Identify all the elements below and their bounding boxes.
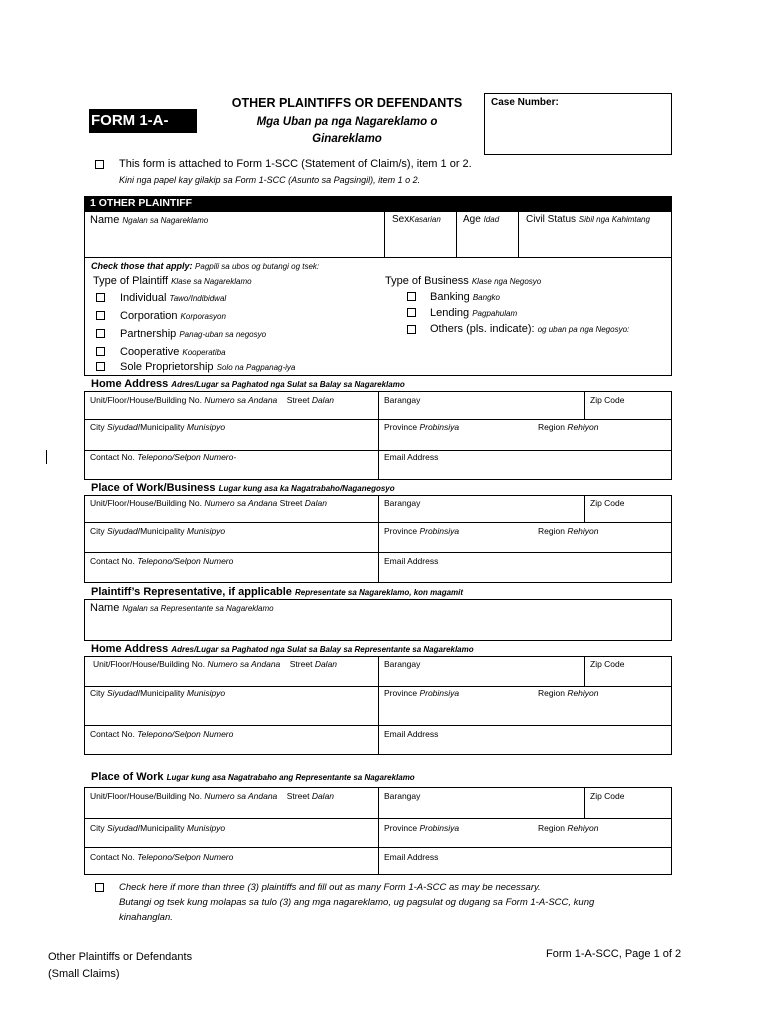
civil-status-field[interactable]: Civil Status Sibil nga Kahimtang	[526, 214, 650, 225]
corporation-label: Corporation Korporasyon	[120, 310, 226, 322]
text-cursor	[46, 450, 47, 464]
plaintiff-name-field[interactable]: Name Ngalan sa Nagareklamo	[90, 214, 209, 226]
form-title: OTHER PLAINTIFFS OR DEFENDANTS	[231, 96, 463, 110]
work-contact-field[interactable]: Contact No. Telepono/Selpon Numero	[90, 556, 234, 566]
attached-text-tl: Kini nga papel kay gilakip sa Form 1-SCC (Asunto sa Pagsingil), item 1 o 2.	[119, 175, 421, 185]
rep-work-unit-field[interactable]: Unit/Floor/House/Building No. Numero sa Andana Street Dalan	[90, 791, 335, 801]
cooperative-checkbox[interactable]	[96, 347, 105, 356]
sex-field[interactable]: SexKasarian	[392, 214, 441, 225]
case-number-field[interactable]	[484, 93, 672, 155]
rep-work-city-field[interactable]: City Siyudad/Municipality Munisipyo	[90, 823, 226, 833]
form-subtitle: Mga Uban pa nga Nagareklamo o Ginareklamo	[256, 116, 438, 145]
banking-checkbox[interactable]	[407, 292, 416, 301]
rep-home-city-field[interactable]: City Siyudad/Municipality Munisipyo	[90, 688, 226, 698]
rep-home-contact-field[interactable]: Contact No. Telepono/Selpon Numero	[90, 729, 234, 739]
attached-text: This form is attached to Form 1-SCC (Statement of Claim/s), item 1 or 2.	[119, 158, 472, 170]
home-contact-field[interactable]: Contact No. Telepono/Selpon Numero-	[90, 452, 237, 462]
type-plaintiff-label: Type of Plaintiff Klase sa Nagareklamo	[93, 275, 252, 287]
rep-home-region-field[interactable]: Region Rehiyon	[538, 688, 599, 698]
cooperative-label: Cooperative Kooperatiba	[120, 346, 226, 358]
home-zip-field[interactable]: Zip Code	[590, 395, 625, 405]
banking-label: Banking Bangko	[430, 291, 500, 303]
sole-proprietorship-label: Sole Proprietorship Solo na Pagpanag-iya	[120, 361, 296, 373]
section-other-plaintiff: 1 OTHER PLAINTIFF	[84, 196, 672, 211]
representative-name-field[interactable]: Name Ngalan sa Representante sa Nagareklamo	[90, 602, 274, 614]
rep-home-heading: Home Address Adres/Lugar sa Paghatod nga Sulat sa Balay sa Representante sa Nagareklamo	[91, 643, 474, 655]
home-province-field[interactable]: Province Probinsiya	[384, 422, 460, 432]
rep-work-contact-field[interactable]: Contact No. Telepono/Selpon Numero	[90, 852, 234, 862]
work-region-field[interactable]: Region Rehiyon	[538, 526, 599, 536]
home-unit-field[interactable]: Unit/Floor/House/Building No. Numero sa Andana Street Dalan	[90, 395, 335, 405]
rep-home-zip-field[interactable]: Zip Code	[590, 659, 625, 669]
rep-work-heading: Place of Work Lugar kung asa Nagatrabaho ang Representante sa Nagareklamo	[91, 771, 415, 783]
others-checkbox[interactable]	[407, 325, 416, 334]
home-region-field[interactable]: Region Rehiyon	[538, 422, 599, 432]
form-id: FORM 1-A-SCC	[89, 109, 197, 133]
work-email-field[interactable]: Email Address	[384, 556, 439, 566]
work-barangay-field[interactable]: Barangay	[384, 498, 421, 508]
rep-home-province-field[interactable]: Province Probinsiya	[384, 688, 460, 698]
rep-work-barangay-field[interactable]: Barangay	[384, 791, 421, 801]
attached-checkbox[interactable]	[95, 160, 104, 169]
work-city-field[interactable]: City Siyudad/Municipality Munisipyo	[90, 526, 226, 536]
partnership-checkbox[interactable]	[96, 329, 105, 338]
home-email-field[interactable]: Email Address	[384, 452, 439, 462]
sole-proprietorship-checkbox[interactable]	[96, 362, 105, 371]
partnership-label: Partnership Panag-uban sa negosyo	[120, 328, 267, 340]
rep-home-unit-field[interactable]: Unit/Floor/House/Building No. Numero sa Andana Street Dalan	[93, 659, 338, 669]
case-number-label: Case Number:	[491, 97, 559, 108]
lending-checkbox[interactable]	[407, 308, 416, 317]
rep-home-email-field[interactable]: Email Address	[384, 729, 439, 739]
home-city-field[interactable]: City Siyudad/Municipality Munisipyo	[90, 422, 226, 432]
rep-work-zip-field[interactable]: Zip Code	[590, 791, 625, 801]
work-zip-field[interactable]: Zip Code	[590, 498, 625, 508]
type-business-label: Type of Business Klase nga Negosyo	[385, 275, 542, 287]
corporation-checkbox[interactable]	[96, 311, 105, 320]
work-province-field[interactable]: Province Probinsiya	[384, 526, 460, 536]
more-plaintiffs-checkbox[interactable]	[95, 883, 104, 892]
work-heading: Place of Work/Business Lugar kung asa ka Nagatrabaho/Naganegosyo	[91, 482, 395, 494]
rep-home-barangay-field[interactable]: Barangay	[384, 659, 421, 669]
individual-label: Individual Tawo/Indibidwal	[120, 292, 227, 304]
lending-label: Lending Pagpahulam	[430, 307, 518, 319]
work-unit-field[interactable]: Unit/Floor/House/Building No. Numero sa Andana Street Dalan	[90, 498, 327, 508]
rep-work-region-field[interactable]: Region Rehiyon	[538, 823, 599, 833]
more-plaintiffs-note: Check here if more than three (3) plaintiffs and fill out as many Form 1-A-SCC as may be necessary. Butangi og tsek kung molapas sa tulo (3) ang mga nagareklamo, ug pagsulat og dugang sa Form 1-A-SCC, kung kinahanglan.	[119, 882, 595, 923]
footer-left: Other Plaintiffs or Defendants (Small Claims)	[48, 951, 193, 980]
check-label: Check those that apply: Pagpili sa ubos og butangi og tsek:	[91, 261, 320, 271]
home-address-heading: Home Address Adres/Lugar sa Paghatod nga Sulat sa Balay sa Nagareklamo	[91, 378, 405, 390]
individual-checkbox[interactable]	[96, 293, 105, 302]
others-label: Others (pls. indicate): og uban pa nga Negosyo:	[430, 323, 630, 335]
footer-page: Form 1-A-SCC, Page 1 of 2	[546, 948, 682, 960]
representative-heading: Plaintiff’s Representative, if applicable Representate sa Nagareklamo, kon magamit	[91, 586, 464, 598]
rep-work-province-field[interactable]: Province Probinsiya	[384, 823, 460, 833]
age-field[interactable]: Age Idad	[463, 214, 500, 225]
rep-work-email-field[interactable]: Email Address	[384, 852, 439, 862]
home-barangay-field[interactable]: Barangay	[384, 395, 421, 405]
